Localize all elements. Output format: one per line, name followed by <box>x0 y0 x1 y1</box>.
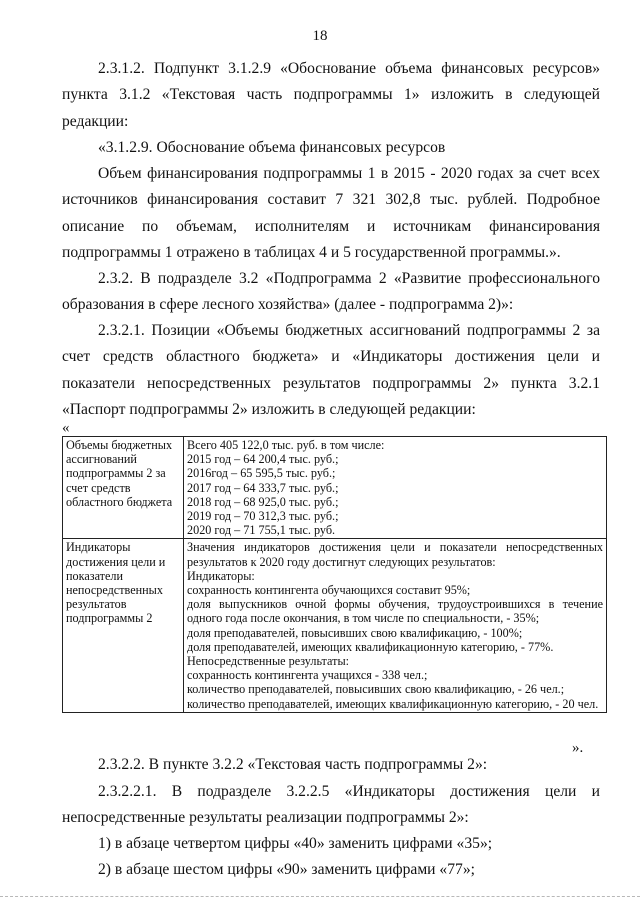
paragraph-financing-volume: Объем финансирования подпрограммы 1 в 2015 - 2020 годах за счет всех источников финансирования составит 7 321 302,8 тыс. рублей. Подробное описание по объемам, исполнителям и источникам финансирования подпрограммы 1 отражено в таблицах 4 и 5 государственной программы.». <box>62 165 600 262</box>
indicator-teachers-trained: доля преподавателей, повысивших свою квалификацию, - 100%; <box>187 625 523 640</box>
budget-label: Объемы бюджетных ассигнований подпрограммы 2 за счет средств областного бюджета <box>66 438 173 509</box>
result-teachers-trained: количество преподавателей, повысивших свою квалификацию, - 26 чел.; <box>187 682 565 697</box>
paragraph-2-3-2-1: 2.3.2.1. Позиции «Объемы бюджетных ассигнований подпрограммы 2 за счет средств областного бюджета» и «Индикаторы достижения цели и показатели непосредственных результатов подпрограммы 2» пункта 3.2.1 «Паспорт подпрограммы 2» изложить в следующей редакции: <box>62 322 600 419</box>
paragraph-2-3-2-2: 2.3.2.2. В пункте 3.2.2 «Текстовая часть подпрограммы 2»: <box>98 756 488 773</box>
budget-values-cell <box>184 437 607 539</box>
direct-results-heading: Непосредственные результаты: <box>187 654 350 669</box>
table-row-budget <box>63 437 607 539</box>
passport-table <box>62 436 607 713</box>
indicators-label: Индикаторы достижения цели и показатели непосредственных результатов подпрограммы 2 <box>66 540 166 626</box>
budget-year-2018: 2018 год – 68 925,0 тыс. руб.; <box>187 494 339 509</box>
page-number: 18 <box>312 28 328 44</box>
result-students-retained: сохранность контингента учащихся - 338 чел.; <box>187 668 428 683</box>
paragraph-2-3-2: 2.3.2. В подразделе 3.2 «Подпрограмма 2 «Развитие профессионального образования в сфере лесного хозяйства» (далее - подпрограмма 2)»: <box>62 270 600 314</box>
indicators-heading: Индикаторы: <box>187 568 255 583</box>
result-teachers-category: количество преподавателей, имеющих квалификационную категорию, - 20 чел. <box>187 696 599 711</box>
paragraph-3-1-2-9-heading: «3.1.2.9. Обоснование объема финансовых ресурсов <box>98 139 446 156</box>
indicators-label-cell <box>63 539 184 712</box>
page-bottom-rule <box>0 896 640 899</box>
table-open-quote: « <box>62 420 70 436</box>
budget-year-2017: 2017 год – 64 333,7 тыс. руб.; <box>187 480 339 495</box>
budget-year-2015: 2015 год – 64 200,4 тыс. руб.; <box>187 452 339 467</box>
indicators-intro: Значения индикаторов достижения цели и показатели непосредственных результатов к 2020 году достигнут следующих результатов: <box>187 540 603 569</box>
budget-year-2020: 2020 год – 71 755,1 тыс. руб. <box>187 523 336 538</box>
paragraph-item-1: 1) в абзаце четвертом цифры «40» заменить цифрами «35»; <box>98 835 493 852</box>
budget-total: Всего 405 122,0 тыс. руб. в том числе: <box>187 438 385 452</box>
paragraph-2-3-1-2: 2.3.1.2. Подпункт 3.1.2.9 «Обоснование объема финансовых ресурсов» пункта 3.1.2 «Текстовая часть подпрограммы 1» изложить в следующей редакции: <box>62 60 600 130</box>
budget-label-cell <box>63 437 184 539</box>
budget-year-2019: 2019 год – 70 312,3 тыс. руб.; <box>187 509 339 524</box>
budget-year-2016: 2016год – 65 595,5 тыс. руб.; <box>187 466 336 481</box>
indicators-values-cell <box>184 539 607 712</box>
indicator-graduates-employed: доля выпускников очной формы обучения, трудоустроившихся в течение одного года после окончания, в том числе по специальности, - 35%; <box>187 597 603 626</box>
indicator-retention: сохранность контингента обучающихся составит 95%; <box>187 583 471 598</box>
paragraph-2-3-2-2-1: 2.3.2.2.1. В подразделе 3.2.2.5 «Индикаторы достижения цели и непосредственные результаты реализации подпрограммы 2»: <box>62 783 600 827</box>
indicator-teachers-category: доля преподавателей, имеющих квалификационную категорию, - 77%. <box>187 639 554 654</box>
table-close-quote: ». <box>572 740 584 756</box>
table-row-indicators <box>63 539 607 712</box>
paragraph-item-2: 2) в абзаце шестом цифры «90» заменить цифрами «77»; <box>98 861 475 878</box>
